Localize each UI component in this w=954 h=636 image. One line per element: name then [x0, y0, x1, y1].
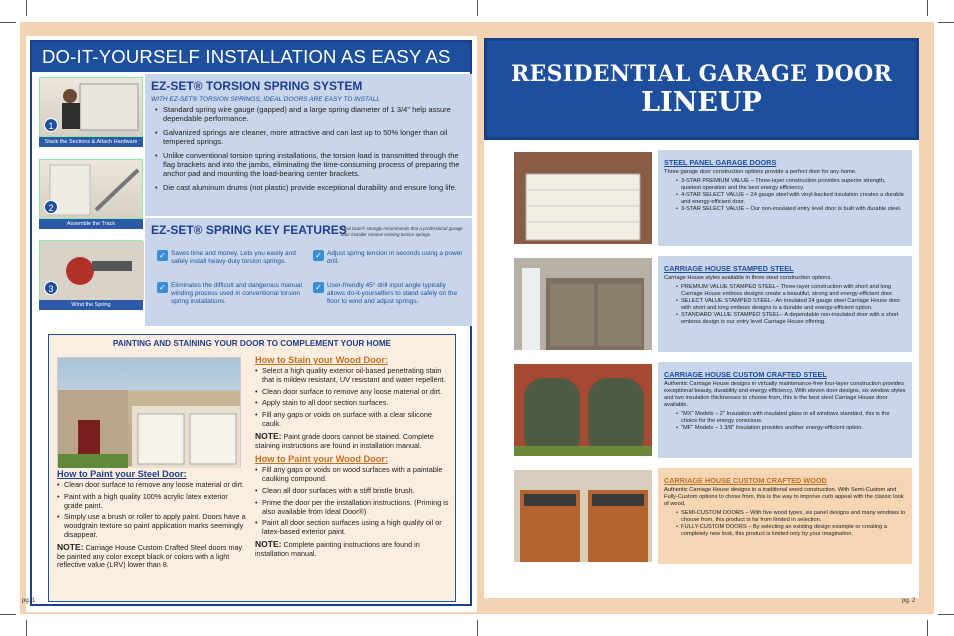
stain-bullet: • Clean door surface to remove any loose material or dirt.	[255, 388, 451, 397]
wood-paint-bullet: • Paint all door section surfaces using a high quality oil or latex-based exterior paint.	[255, 519, 451, 537]
section-title: CARRIAGE HOUSE CUSTOM CRAFTED STEEL	[664, 370, 827, 379]
steel-paint-bullet: • Clean door surface to remove any loose material or dirt.	[57, 481, 247, 490]
stain-bullet: • Select a high quality exterior oil-based penetrating stain that is mildew resistant, UV resistant and water repellent.	[255, 367, 451, 385]
section-bullet: • STANDARD VALUE STAMPED STEEL– A dependable non-insulated door with a short emboss design is our entry level Carriage House offering.	[676, 312, 906, 326]
brochure-spread	[20, 22, 934, 614]
product-section	[512, 150, 912, 246]
torsion-bullet: • Die cast aluminum drums (not plastic) provide exceptional durability and ensure long life.	[155, 183, 466, 192]
checkmark-icon: ✓	[313, 250, 324, 261]
section-bullet: • PREMIUM VALUE STAMPED STEEL– Three-layer construction with short and long Carriage House emboss designs create a beautiful, strong and energy-efficient door.	[676, 284, 906, 298]
right-page	[484, 38, 919, 598]
stain-note: NOTE: Paint grade doors cannot be stained. Complete staining instructions are found in installation manual.	[255, 430, 434, 450]
section-bullet: • SEMI-CUSTOM DOORS – With five wood types, six panel designs and many windows to choose from, this product is far from limited in selection.	[676, 510, 906, 524]
step-number: 1	[44, 118, 58, 132]
torsion-bullet: • Standard spring wire gauge (gapped) and a large spring diameter of 1 3/4" help assure dependable performance.	[155, 105, 466, 123]
key-feature: ✓ Saves time and money. Lets you easily and safely install heavy-duty torsion springs.	[157, 250, 307, 266]
checkmark-icon: ✓	[313, 282, 324, 293]
step-caption: Assemble the Track	[39, 219, 143, 229]
step-number: 3	[44, 281, 58, 295]
garage-door-icon	[514, 258, 652, 350]
torsion-bullet: • Galvanized springs are cleaner, more attractive and can last up to 50% longer than oil tempered springs.	[155, 128, 466, 146]
checkmark-icon: ✓	[157, 282, 168, 293]
garage-door-icon	[514, 364, 652, 456]
step-number: 2	[44, 200, 58, 214]
section-bullet: • "MF" Models – 1 3/8" Insulation provides another energy-efficient option.	[676, 425, 906, 432]
wood-paint-title: How to Paint your Wood Door:	[255, 454, 389, 465]
section-bullet: • 4-STAR SELECT VALUE – 24 gauge steel with vinyl-backed insulation creates a durable and energy-efficient door.	[676, 192, 906, 206]
step-2-photo	[39, 159, 143, 219]
section-bullet: • FULLY-CUSTOM DOORS – By selecting an existing design example or creating a completely new look, this product is limited only by your imagination.	[676, 524, 906, 538]
painting-section	[48, 334, 456, 602]
steel-paint-bullet: • Simply use a brush or roller to apply paint. Doors have a woodgrain texture so paint application marks seemingly disappear.	[57, 513, 247, 539]
steel-paint-title: How to Paint your Steel Door:	[57, 469, 187, 479]
section-bullet: • 3-STAR PREMIUM VALUE – Three-layer construction provides superior strength, quietest operation and the best energy efficiency.	[676, 178, 906, 192]
key-features-box	[145, 216, 472, 326]
wood-paint-bullet: • Clean all door surfaces with a stiff bristle brush.	[255, 487, 451, 496]
step-1-photo	[39, 77, 143, 137]
stamped-steel-photo	[512, 256, 654, 352]
torsion-subtitle: WITH EZ-SET® TORSION SPRINGS, IDEAL DOORS ARE EASY TO INSTALL	[151, 96, 380, 103]
steel-note: NOTE: Carriage House Custom Crafted Steel doors may be painted any color except black or colors with a light reflective value (LRV) lower than 8.	[57, 541, 243, 570]
stain-bullet: • Fill any gaps or voids on surface with a clear silicone caulk.	[255, 411, 451, 429]
key-feature: ✓ Eliminates the difficult and dangerous manual winding process used in conventional torsion spring installations.	[157, 282, 307, 306]
lineup-banner	[484, 38, 919, 140]
section-bullet: • "MX" Models – 2" Insulation with insulated glass in all windows standard, this is the choice for the energy conscious.	[676, 411, 906, 425]
wood-note: NOTE: Complete painting instructions are found in installation manual.	[255, 538, 420, 558]
torsion-title: EZ-SET® TORSION SPRING SYSTEM	[151, 79, 363, 93]
key-feature: ✓ Adjust spring tension in seconds using a power drill.	[313, 250, 463, 266]
custom-steel-photo	[512, 362, 654, 458]
left-page	[26, 36, 477, 612]
section-bullet: • SELECT VALUE STAMPED STEEL– An insulated 24 gauge steel Carriage House door with short and long emboss designs is a durable and energy-efficient option.	[676, 298, 906, 312]
key-feature: ✓ User-friendly 45° drill input angle typically allows do-it-yourselfers to stand safely on the floor to wind and adjust springs.	[313, 282, 463, 306]
key-features-note: Ideal Door® strongly recommends that a professional garage door installer remove existing torsion springs.	[341, 226, 463, 237]
product-section	[512, 468, 912, 564]
step-caption: Stack the Sections & Attach Hardware	[39, 137, 143, 147]
house-garage-icon	[58, 358, 242, 468]
stain-bullet: • Apply stain to all door section surfaces.	[255, 399, 451, 408]
garage-door-icon	[514, 470, 652, 562]
stain-title: How to Stain your Wood Door:	[255, 355, 389, 365]
section-intro: Authentic Carriage House designs in a traditional wood construction. With Semi-Custom and Fully-Custom options to chose from, this is the way to improve curb appeal with the classic look of wood.	[664, 487, 904, 507]
section-title: STEEL PANEL GARAGE DOORS	[664, 158, 777, 167]
page-number: pg. 1	[22, 598, 36, 604]
banner-line-1: RESIDENTIAL GARAGE DOOR	[510, 61, 893, 87]
garage-door-icon	[514, 152, 652, 244]
step-caption: Wind the Spring	[39, 300, 143, 310]
house-photo	[57, 357, 241, 467]
steel-paint-bullet: • Paint with a high quality 100% acrylic latex exterior grade paint.	[57, 493, 247, 511]
product-section	[512, 256, 912, 352]
section-intro: Three garage door construction options provide a perfect door for any home.	[664, 169, 857, 175]
banner-line-2: LINEUP	[641, 87, 762, 118]
product-section	[512, 362, 912, 458]
painting-title: PAINTING AND STAINING YOUR DOOR TO COMPLEMENT YOUR HOME	[112, 339, 392, 348]
section-intro: Carriage House styles available in three steel construction options.	[664, 275, 832, 281]
steel-door-photo	[512, 150, 654, 246]
page-number: pg. 2	[902, 598, 916, 604]
page-title: DO-IT-YOURSELF INSTALLATION AS EASY AS	[32, 42, 470, 72]
custom-wood-photo	[512, 468, 654, 564]
step-3-photo	[39, 240, 143, 300]
section-bullet: • 3-STAR SELECT VALUE – Our non-insulated entry level door is built with durable steel.	[676, 206, 906, 213]
wood-paint-bullet: • Fill any gaps or voids on wood surfaces with a paintable caulking compound.	[255, 466, 451, 484]
key-features-title: EZ-SET® SPRING KEY FEATURES	[151, 223, 347, 237]
checkmark-icon: ✓	[157, 250, 168, 261]
torsion-bullet: • Unlike conventional torsion spring installations, the torsion load is transmitted through the flag brackets and into the jambs, eliminating the time-consuming process of preparing the anchor pad and mounting the load-bearing center brackets.	[155, 151, 466, 178]
section-title: CARRIAGE HOUSE STAMPED STEEL	[664, 264, 794, 273]
section-title: CARRIAGE HOUSE CUSTOM CRAFTED WOOD	[664, 476, 827, 485]
wood-paint-bullet: • Prime the door per the installation instructions. (Priming is also available from Ideal Door®)	[255, 499, 451, 517]
section-intro: Authentic Carriage House designs in virtually maintenance-free four-layer construction provides exceptional beauty, durability and energy efficiency. With eleven door designs, six window styles and two insulation thicknesses to choose from, this is the best steel Carriage House door available.	[664, 381, 906, 408]
